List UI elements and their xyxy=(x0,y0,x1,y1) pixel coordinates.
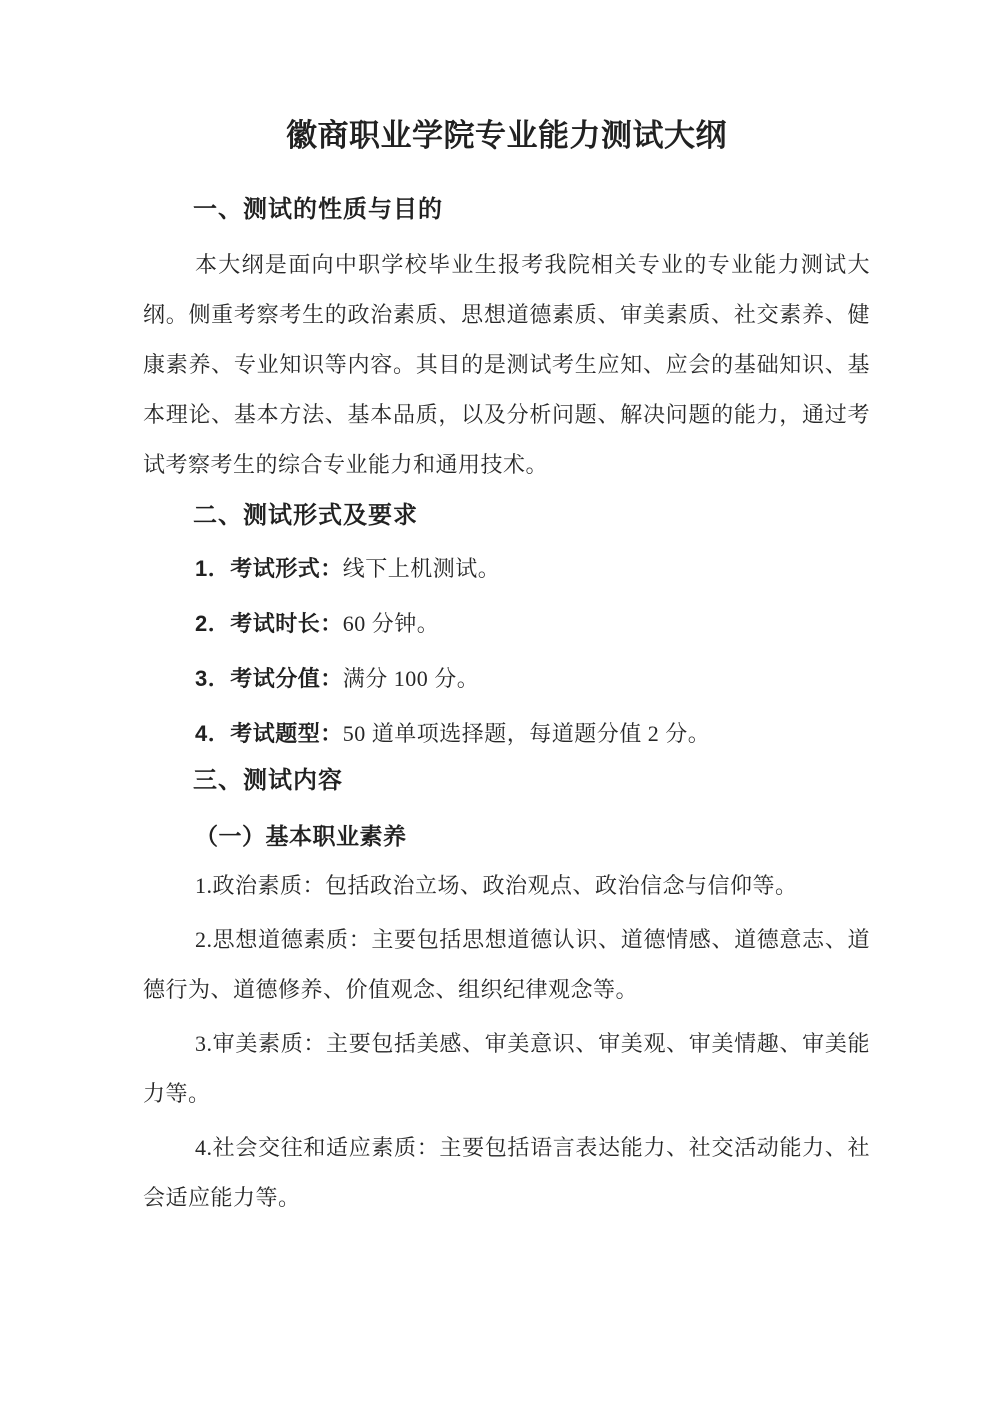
exam-question-type-value: 50 道单项选择题，每道题分值 2 分。 xyxy=(342,721,711,746)
page-title: 徽商职业学院专业能力测试大纲 xyxy=(286,118,727,153)
exam-format-item xyxy=(143,544,870,594)
exam-score-item xyxy=(143,654,870,704)
exam-duration-label: 2．考试时长： xyxy=(195,611,343,636)
quality-item-aesthetic: 3.审美素质：主要包括美感、审美意识、审美观、审美情趣、审美能力等。 xyxy=(143,1031,870,1106)
quality-item-social: 4.社会交往和适应素质：主要包括语言表达能力、社交活动能力、社会适应能力等。 xyxy=(143,1135,870,1210)
section-2-heading: 二、测试形式及要求 xyxy=(193,502,418,529)
quality-item-moral: 2.思想道德素质：主要包括思想道德认识、道德情感、道德意志、道德行为、道德修养、价值观念、组织纪律观念等。 xyxy=(143,927,870,1002)
exam-format-value: 线下上机测试。 xyxy=(342,556,501,581)
exam-format-label: 1．考试形式： xyxy=(195,556,343,581)
section-1-paragraph: 本大纲是面向中职学校毕业生报考我院相关专业的专业能力测试大纲。侧重考察考生的政治素质、思想道德素质、审美素质、社交素养、健康素养、专业知识等内容。其目的是测试考生应知、应会的基础知识、基本理论、基本方法、基本品质，以及分析问题、解决问题的能力，通过考试考察考生的综合专业能力和通用技术。 xyxy=(143,252,870,477)
exam-question-type-label: 4．考试题型： xyxy=(195,721,343,746)
exam-score-label: 3．考试分值： xyxy=(195,666,343,691)
section-3-heading: 三、测试内容 xyxy=(193,767,343,794)
exam-duration-value: 60 分钟。 xyxy=(342,611,440,636)
quality-item-political: 1.政治素质：包括政治立场、政治观点、政治信念与信仰等。 xyxy=(195,873,798,898)
exam-question-type-item xyxy=(143,709,870,759)
exam-score-value: 满分 100 分。 xyxy=(342,666,480,691)
section-1-heading: 一、测试的性质与目的 xyxy=(193,196,443,223)
subsection-basic-quality-heading: （一）基本职业素养 xyxy=(195,823,407,849)
document-content xyxy=(143,0,870,1227)
exam-duration-item xyxy=(143,599,870,649)
